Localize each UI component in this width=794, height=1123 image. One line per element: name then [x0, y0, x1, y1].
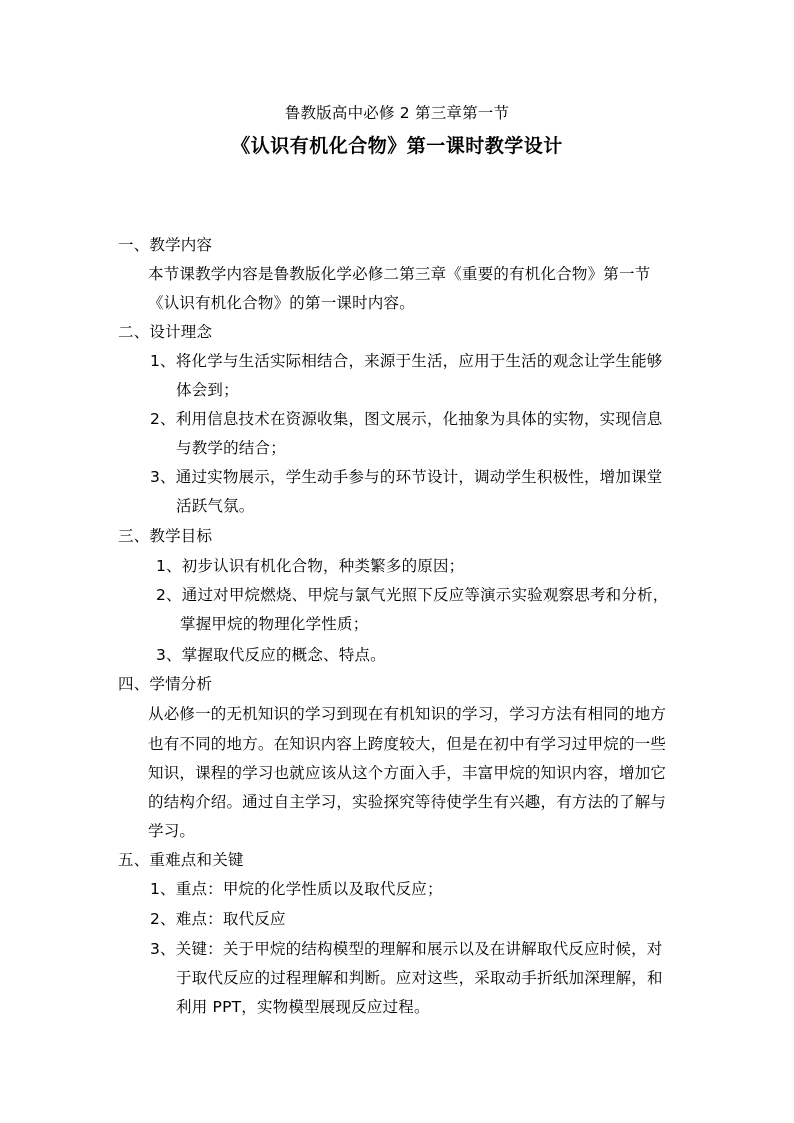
list-item-line: 于取代反应的过程理解和判断。应对这些，采取动手折纸加深理解，和: [176, 969, 663, 987]
list-item-line: 1、初步认识有机化合物，种类繁多的原因；: [156, 557, 465, 575]
list-item-line: 1、将化学与生活实际相结合，来源于生活，应用于生活的观念让学生能够: [150, 352, 663, 370]
list-item-line: 1、重点：甲烷的化学性质以及取代反应；: [150, 880, 443, 898]
section-heading-objectives: 三、教学目标: [118, 527, 213, 545]
list-item-line: 3、掌握取代反应的概念、特点。: [156, 646, 386, 664]
section-heading-student-analysis: 四、学情分析: [118, 675, 213, 693]
paragraph-line: 《认识有机化合物》的第一课时内容。: [148, 294, 415, 312]
section-heading-design-concept: 二、设计理念: [118, 323, 213, 341]
document-subtitle: 鲁教版高中必修 2 第三章第一节: [284, 104, 510, 122]
paragraph-line: 从必修一的无机知识的学习到现在有机知识的学习，学习方法有相同的地方: [148, 705, 667, 723]
list-item-line: 2、利用信息技术在资源收集，图文展示，化抽象为具体的实物，实现信息: [150, 410, 663, 428]
list-item-line: 2、难点：取代反应: [150, 910, 286, 928]
list-item-line: 与教学的结合；: [176, 439, 286, 457]
paragraph-line: 也有不同的地方。在知识内容上跨度较大，但是在初中有学习过甲烷的一些: [148, 735, 667, 753]
paragraph-line: 学习。: [148, 822, 196, 840]
list-item-line: 掌握甲烷的物理化学性质；: [180, 615, 369, 633]
section-heading-key-points: 五、重难点和关键: [118, 851, 244, 869]
list-item-line: 3、通过实物展示，学生动手参与的环节设计，调动学生积极性，增加课堂: [150, 468, 663, 486]
paragraph-line: 的结构介绍。通过自主学习，实验探究等待使学生有兴趣，有方法的了解与: [148, 793, 667, 811]
list-item-line: 2、通过对甲烷燃烧、甲烷与氯气光照下反应等演示实验观察思考和分析，: [156, 586, 669, 604]
paragraph-line: 本节课教学内容是鲁教版化学必修二第三章《重要的有机化合物》第一节: [148, 265, 651, 283]
list-item-line: 3、关键：关于甲烷的结构模型的理解和展示以及在讲解取代反应时候，对: [150, 940, 663, 958]
paragraph-line: 知识，课程的学习也就应该从这个方面入手，丰富甲烷的知识内容，增加它: [148, 764, 667, 782]
list-item-line: 活跃气氛。: [176, 497, 255, 515]
list-item-line: 体会到；: [176, 381, 239, 399]
list-item-line: 利用 PPT，实物模型展现反应过程。: [176, 998, 430, 1016]
section-heading-content: 一、教学内容: [118, 236, 213, 254]
document-title: 《认识有机化合物》第一课时教学设计: [231, 135, 563, 157]
